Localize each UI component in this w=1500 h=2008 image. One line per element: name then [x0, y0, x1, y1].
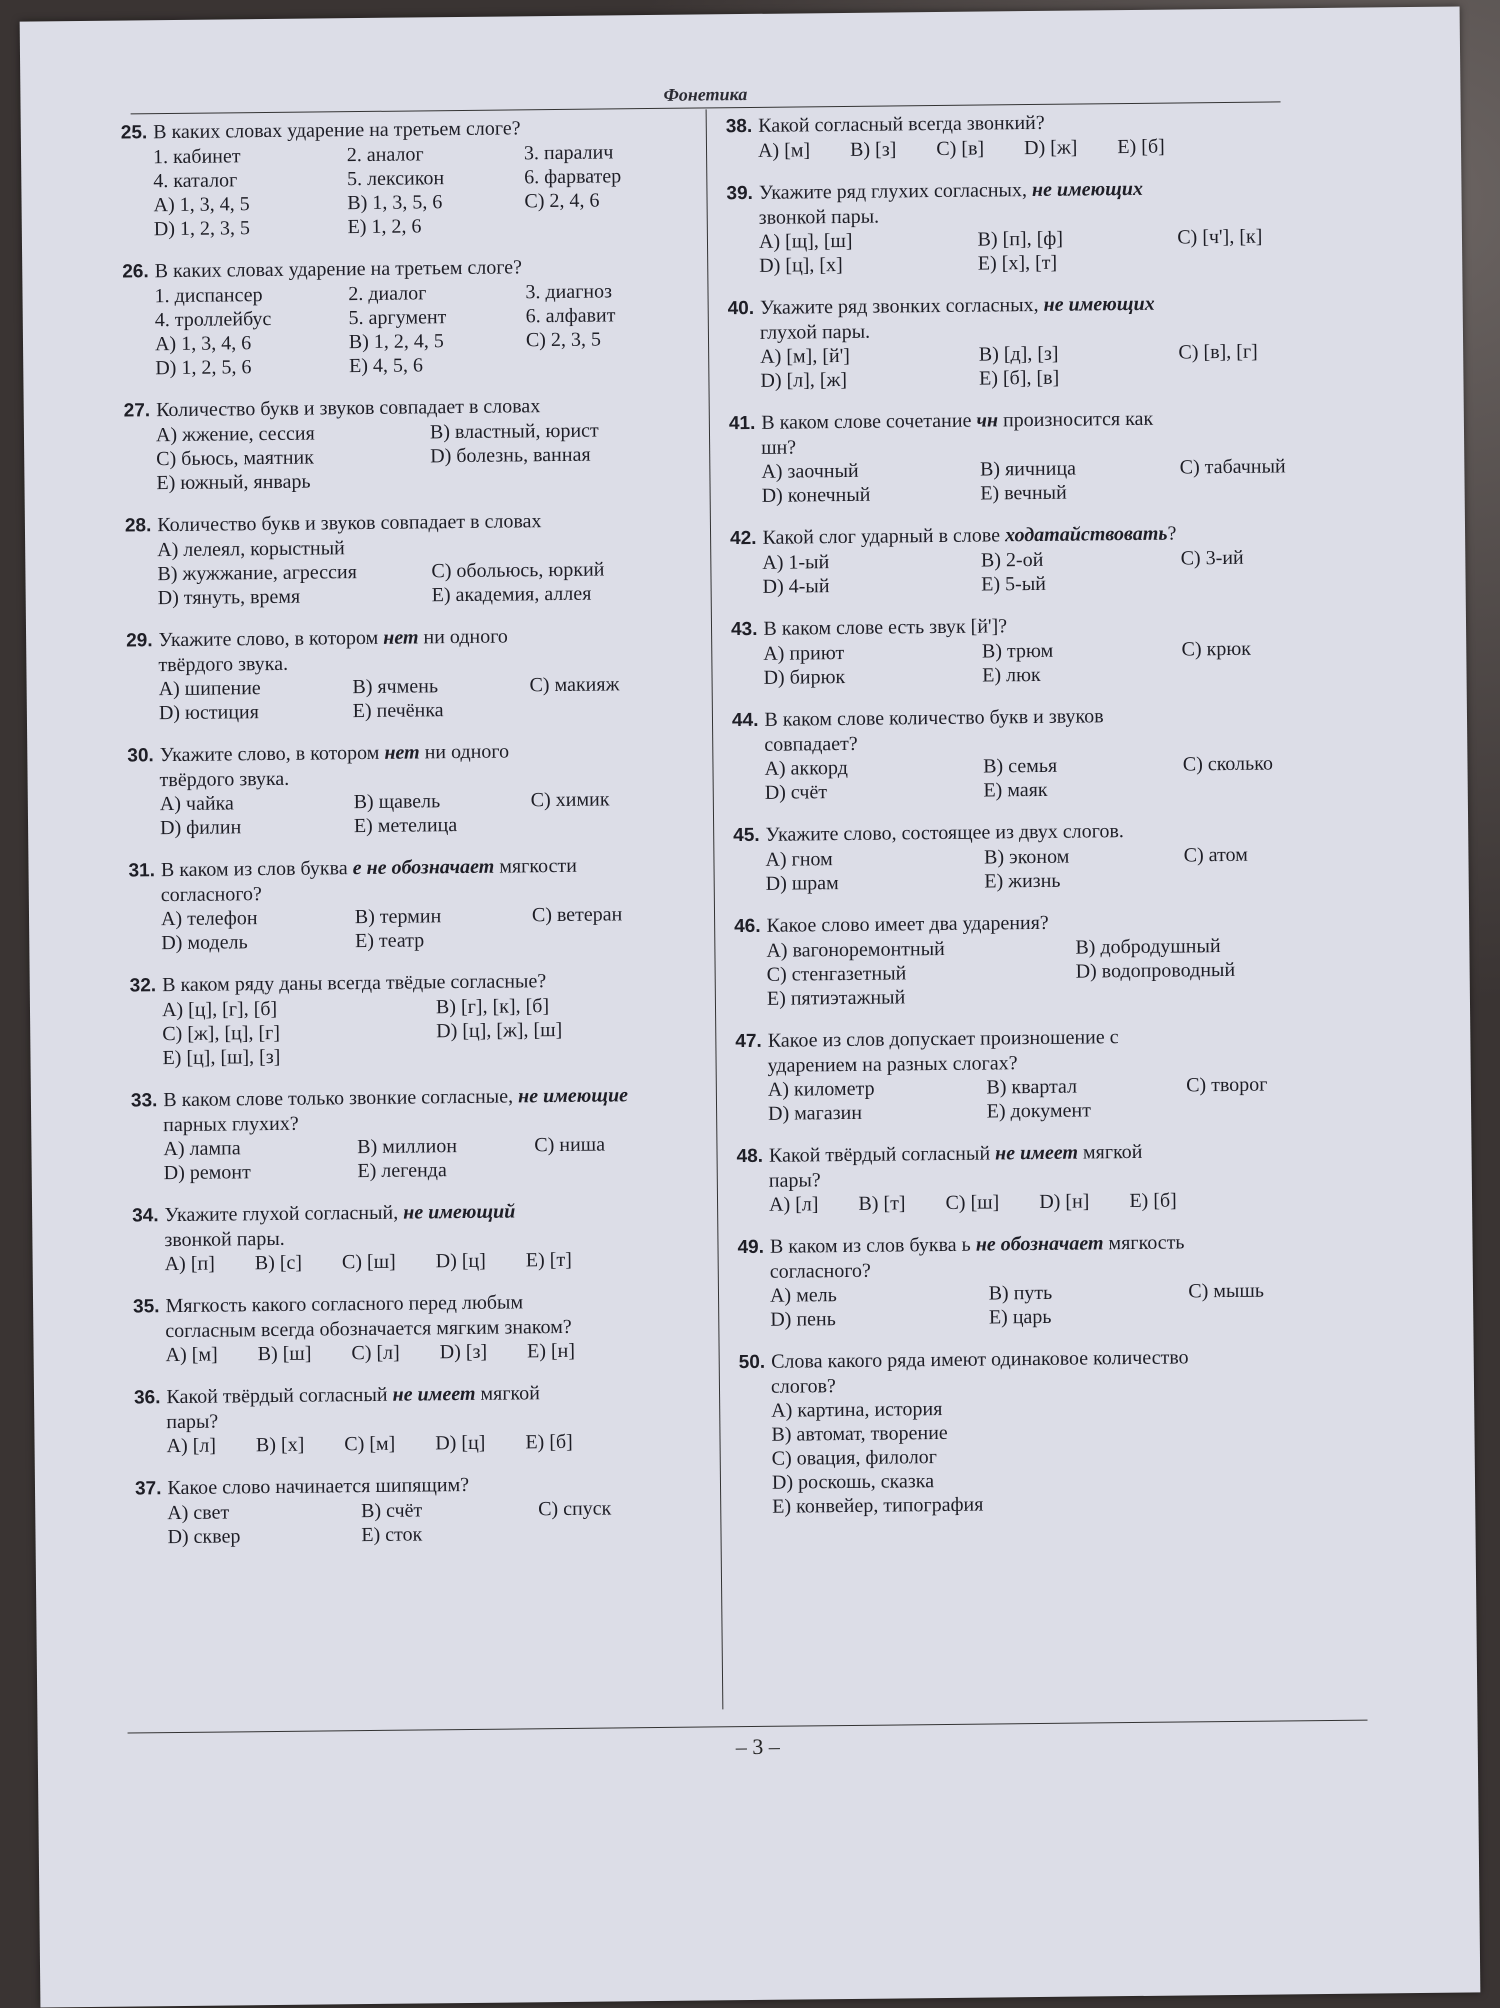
- answer-option[interactable]: A) [м]: [165, 1343, 217, 1368]
- answer-option[interactable]: B) 2-ой: [981, 547, 1171, 573]
- question-prompt: В каком из слов буква: [161, 857, 353, 881]
- answer-option[interactable]: C) [ш]: [342, 1250, 396, 1275]
- question-prompt: Укажите слово, в котором: [158, 627, 383, 651]
- answer-options: [123, 327, 693, 381]
- answer-option[interactable]: D) сквер: [167, 1523, 351, 1549]
- word-item: 6. алфавит: [526, 303, 693, 329]
- question-prompt: Укажите ряд глухих согласных,: [759, 179, 1032, 204]
- question-continuation: пары?: [737, 1162, 1377, 1193]
- answer-option[interactable]: A) 1, 3, 4, 5: [153, 191, 337, 217]
- question-emphasis: не имеющий: [403, 1200, 515, 1223]
- question-continuation: твёрдого звука.: [126, 648, 696, 678]
- word-item: 6. фарватер: [524, 164, 691, 190]
- answer-option[interactable]: A) километр: [768, 1076, 977, 1102]
- question-37: [135, 1470, 706, 1549]
- answer-option[interactable]: A) приют: [763, 640, 972, 666]
- answer-option[interactable]: E) царь: [989, 1304, 1179, 1330]
- question-emphasis: не обозначает: [976, 1232, 1104, 1255]
- question-continuation: звонкой пары.: [132, 1223, 702, 1253]
- answer-option[interactable]: C) макияж: [529, 672, 696, 698]
- question-prompt: Укажите слово, в котором: [160, 742, 385, 766]
- answer-option[interactable]: D) [л], [ж]: [760, 367, 969, 393]
- answer-options: [730, 544, 1370, 599]
- question-continuation: согласным всегда обозначается мягким знаком?: [133, 1314, 703, 1344]
- answer-option[interactable]: D) [н]: [1039, 1189, 1089, 1214]
- answer-option[interactable]: C) табачный: [1180, 453, 1370, 479]
- question-number: 35.: [133, 1296, 160, 1317]
- question-46: [734, 907, 1375, 1011]
- answer-option[interactable]: E) 5-ый: [981, 571, 1171, 597]
- question-50: [739, 1343, 1381, 1519]
- answer-option[interactable]: D) [ц]: [435, 1431, 485, 1456]
- question-39: [726, 175, 1367, 279]
- question-emphasis: чн: [976, 409, 998, 431]
- answer-option[interactable]: D) [ж]: [1024, 136, 1077, 161]
- answer-option[interactable]: B) путь: [989, 1280, 1179, 1306]
- question-continuation: твёрдого звука.: [127, 763, 697, 793]
- word-list: [121, 140, 691, 194]
- answer-option[interactable]: D) филин: [160, 814, 344, 840]
- answer-option[interactable]: E) [б], [в]: [979, 365, 1169, 391]
- question-36: [134, 1380, 705, 1459]
- question-number: 33.: [131, 1090, 158, 1111]
- question-number: 48.: [736, 1146, 763, 1167]
- answer-option[interactable]: C) [л]: [351, 1341, 400, 1366]
- answer-option[interactable]: C) 2, 4, 6: [524, 188, 691, 214]
- question-prompt: Количество букв и звуков совпадает в словах: [156, 395, 540, 421]
- answer-options: [131, 1132, 701, 1186]
- answer-option[interactable]: C) мышь: [1188, 1277, 1378, 1303]
- answer-option[interactable]: C) крюк: [1181, 635, 1371, 661]
- answer-option[interactable]: E) [х], [т]: [978, 250, 1168, 276]
- answer-option[interactable]: B) [п], [ф]: [977, 226, 1167, 252]
- question-prompt-tail: ?: [1167, 523, 1176, 545]
- question-number: 28.: [125, 515, 152, 536]
- question-43: [731, 610, 1372, 690]
- question-prompt: В каком слове сочетание: [761, 410, 976, 434]
- question-prompt: Слова какого ряда имеют одинаковое количество: [771, 1346, 1189, 1372]
- answer-options: [727, 223, 1367, 278]
- word-item: 1. кабинет: [153, 143, 337, 169]
- answer-option[interactable]: E) печёнка: [353, 697, 520, 723]
- answer-option[interactable]: B) автомат, творение: [771, 1416, 1379, 1446]
- answer-option[interactable]: C) [в], [г]: [1178, 338, 1368, 364]
- question-prompt-tail: мягкости: [494, 855, 577, 878]
- answer-options: [134, 1429, 704, 1459]
- question-number: 32.: [130, 975, 157, 996]
- answer-option[interactable]: A) 1, 3, 4, 6: [155, 330, 339, 356]
- question-number: 41.: [729, 413, 756, 434]
- answer-option[interactable]: E) южный, январь: [156, 468, 420, 495]
- answer-option[interactable]: D) тянуть, время: [158, 583, 422, 610]
- answer-option[interactable]: B) миллион: [357, 1133, 524, 1159]
- question-47: [735, 1022, 1376, 1126]
- question-32: [130, 968, 701, 1071]
- answer-option[interactable]: D) бирюк: [763, 664, 972, 690]
- answer-options: [739, 1392, 1380, 1519]
- question-continuation: пары?: [134, 1405, 704, 1435]
- word-list: [122, 279, 692, 333]
- answer-option[interactable]: C) ветеран: [532, 902, 699, 928]
- answer-option[interactable]: D) модель: [161, 929, 345, 955]
- question-continuation: глухой пары.: [728, 314, 1368, 345]
- question-continuation: совпадает?: [732, 726, 1372, 757]
- answer-option[interactable]: A) [л]: [166, 1434, 216, 1459]
- answer-option[interactable]: B) [т]: [858, 1191, 905, 1215]
- question-number: 31.: [128, 860, 155, 881]
- question-number: 49.: [737, 1237, 764, 1258]
- question-prompt: В каком из слов буква ь: [770, 1234, 976, 1258]
- question-42: [730, 519, 1371, 599]
- question-number: 27.: [124, 400, 151, 421]
- question-number: 47.: [735, 1031, 762, 1052]
- answer-option[interactable]: D) [ц], [ж], [ш]: [436, 1017, 700, 1044]
- answer-option[interactable]: B) счёт: [361, 1497, 528, 1523]
- answer-option[interactable]: D) 4-ый: [762, 573, 971, 599]
- question-prompt-tail: мягкой: [475, 1382, 540, 1405]
- answer-option[interactable]: B) [з]: [850, 137, 896, 161]
- answer-option[interactable]: E) театр: [355, 927, 522, 953]
- question-continuation: слогов?: [739, 1368, 1379, 1399]
- answer-option[interactable]: E) метелица: [354, 812, 521, 838]
- answer-option[interactable]: C) [ш]: [945, 1190, 999, 1215]
- answer-option[interactable]: E) жизнь: [984, 868, 1174, 894]
- question-prompt-tail: мягкой: [1078, 1141, 1143, 1164]
- question-prompt-tail: мягкость: [1103, 1231, 1184, 1254]
- question-continuation: ударением на разных слогах?: [735, 1047, 1375, 1078]
- question-emphasis: ходатайствовать: [1005, 523, 1168, 547]
- answer-option[interactable]: B) [х]: [256, 1433, 305, 1458]
- question-49: [737, 1228, 1378, 1332]
- answer-option[interactable]: E) конвейер, типография: [772, 1488, 1380, 1518]
- question-prompt: Мягкость какого согласного перед любым: [165, 1291, 523, 1317]
- question-number: 26.: [122, 261, 149, 282]
- answer-option[interactable]: B) жужжание, агрессия: [157, 559, 421, 586]
- answer-option[interactable]: B) яичница: [980, 456, 1170, 482]
- question-continuation: шн?: [729, 429, 1369, 460]
- answer-option[interactable]: A) жжение, сессия: [156, 420, 420, 447]
- answer-option[interactable]: D) болезнь, ванная: [430, 442, 694, 469]
- answer-option[interactable]: A) картина, история: [771, 1392, 1379, 1422]
- question-continuation: согласного?: [738, 1253, 1378, 1284]
- question-prompt: В каком слове есть звук [й']?: [763, 615, 1007, 640]
- question-continuation: парных глухих?: [131, 1108, 701, 1138]
- answer-options: [728, 338, 1368, 393]
- answer-option[interactable]: C) химик: [531, 787, 698, 813]
- answer-option[interactable]: C) [в]: [936, 137, 984, 161]
- question-prompt: Укажите слово, состоящее из двух слогов.: [766, 820, 1124, 846]
- answer-options: [127, 672, 697, 726]
- answer-option[interactable]: C) [ж], [ц], [г]: [162, 1019, 426, 1046]
- question-number: 50.: [739, 1352, 766, 1373]
- answer-option[interactable]: A) [щ], [ш]: [759, 228, 968, 254]
- page-number: – 3 –: [38, 1726, 1478, 1767]
- answer-option[interactable]: B) трюм: [982, 638, 1172, 664]
- answer-option[interactable]: A) шипение: [159, 675, 343, 701]
- question-number: 45.: [733, 825, 760, 846]
- answer-option[interactable]: E) документ: [987, 1098, 1177, 1124]
- answer-options: [130, 993, 701, 1071]
- question-continuation: звонкой пары.: [727, 199, 1367, 230]
- answer-option[interactable]: D) юстиция: [159, 699, 343, 725]
- question-30: [127, 738, 698, 841]
- answer-option[interactable]: B) 1, 2, 4, 5: [349, 328, 516, 354]
- question-prompt: В каком слове количество букв и звуков: [764, 705, 1103, 731]
- question-prompt: Укажите ряд звонких согласных,: [760, 294, 1044, 319]
- answer-option[interactable]: A) заочный: [761, 458, 970, 484]
- question-number: 30.: [127, 745, 154, 766]
- answer-option[interactable]: D) [ц], [х]: [759, 252, 968, 278]
- word-item: 2. диалог: [348, 280, 515, 306]
- question-29: [126, 623, 697, 726]
- question-41: [729, 404, 1370, 508]
- question-28: [125, 508, 696, 611]
- answer-option[interactable]: A) свет: [167, 1499, 351, 1525]
- question-prompt-tail: произносится как: [998, 408, 1153, 432]
- answer-option[interactable]: E) [б]: [525, 1430, 573, 1454]
- answer-option[interactable]: E) пятиэтажный: [767, 984, 1066, 1011]
- question-emphasis: е не обозначает: [353, 856, 495, 879]
- answer-option[interactable]: A) 1-ый: [762, 549, 971, 575]
- question-45: [733, 816, 1374, 896]
- answer-options: [125, 533, 696, 611]
- question-26: [122, 254, 693, 381]
- answer-option[interactable]: A) телефон: [161, 905, 345, 931]
- question-number: 42.: [730, 528, 757, 549]
- question-prompt: В каких словах ударение на третьем слоге?: [155, 256, 523, 282]
- question-number: 43.: [731, 619, 758, 640]
- question-prompt: Какой твёрдый согласный: [769, 1142, 995, 1166]
- answer-option[interactable]: E) 1, 2, 6: [347, 213, 514, 239]
- answer-option[interactable]: E) [н]: [527, 1339, 575, 1364]
- answer-option[interactable]: D) магазин: [768, 1100, 977, 1126]
- answer-option[interactable]: E) вечный: [980, 480, 1170, 506]
- answer-option[interactable]: E) легенда: [357, 1157, 524, 1183]
- answer-option[interactable]: E) маяк: [983, 777, 1173, 803]
- answer-option[interactable]: A) гном: [765, 846, 974, 872]
- answer-option[interactable]: D) водопроводный: [1076, 956, 1375, 983]
- question-number: 38.: [726, 116, 753, 137]
- question-number: 44.: [732, 710, 759, 731]
- answer-option[interactable]: B) квартал: [986, 1074, 1176, 1100]
- answer-option[interactable]: B) [д], [з]: [979, 341, 1169, 367]
- answer-option[interactable]: B) семья: [983, 753, 1173, 779]
- answer-option[interactable]: A) [ц], [г], [б]: [162, 995, 426, 1022]
- question-prompt: В каких словах ударение на третьем слоге?: [153, 117, 521, 143]
- question-33: [131, 1083, 702, 1186]
- question-27: [124, 393, 695, 496]
- answer-option[interactable]: D) [з]: [440, 1340, 488, 1364]
- answer-option[interactable]: D) роскошь, сказка: [772, 1464, 1380, 1494]
- answer-option[interactable]: C) 2, 3, 5: [526, 327, 693, 353]
- word-item: 3. диагноз: [525, 279, 692, 305]
- word-item: 1. диспансер: [154, 282, 338, 308]
- answer-options: [121, 188, 691, 242]
- answer-option[interactable]: D) [ц]: [436, 1249, 486, 1274]
- answer-option[interactable]: A) лелеял, корыстный: [157, 535, 421, 562]
- answer-option[interactable]: A) [м], [й']: [760, 343, 969, 369]
- answer-option[interactable]: C) атом: [1184, 841, 1374, 867]
- answer-options: [729, 453, 1369, 508]
- question-prompt: Какой согласный всегда звонкий?: [758, 112, 1045, 137]
- answer-option[interactable]: B) [г], [к], [б]: [436, 993, 700, 1020]
- answer-option[interactable]: A) лампа: [163, 1135, 347, 1161]
- answer-option[interactable]: B) щавель: [354, 788, 521, 814]
- question-prompt: Какой твёрдый согласный: [166, 1384, 392, 1408]
- answer-option[interactable]: C) бьюсь, маятник: [156, 444, 420, 471]
- question-40: [728, 289, 1369, 393]
- answer-options: [129, 902, 699, 956]
- answer-option[interactable]: A) чайка: [160, 790, 344, 816]
- question-prompt-tail: ни одного: [420, 741, 510, 764]
- question-38: [726, 108, 1366, 164]
- answer-option[interactable]: B) [ш]: [258, 1342, 312, 1367]
- question-25: [121, 115, 692, 242]
- word-item: 3. паралич: [524, 140, 691, 166]
- answer-options: [124, 418, 695, 496]
- right-column: [726, 108, 1381, 1538]
- answer-option[interactable]: A) [п]: [165, 1252, 215, 1277]
- answer-options: [128, 787, 698, 841]
- column-divider: [706, 109, 724, 1709]
- question-emphasis: не имеет: [392, 1383, 475, 1406]
- answer-option[interactable]: D) ремонт: [164, 1159, 348, 1185]
- page-header: Фонетика: [130, 78, 1280, 114]
- question-number: 40.: [728, 298, 755, 319]
- question-emphasis: нет: [384, 741, 420, 763]
- answer-option[interactable]: D) конечный: [762, 482, 971, 508]
- answer-option[interactable]: [431, 533, 695, 560]
- word-item: 4. каталог: [153, 167, 337, 193]
- answer-option[interactable]: A) вагоноремонтный: [766, 936, 1065, 963]
- question-number: 29.: [126, 630, 153, 651]
- question-continuation: согласного?: [129, 878, 699, 908]
- answer-option[interactable]: B) 1, 3, 5, 6: [347, 189, 514, 215]
- answer-option[interactable]: D) счёт: [765, 779, 974, 805]
- answer-option[interactable]: C) [ч'], [к]: [1177, 223, 1367, 249]
- answer-option[interactable]: B) термин: [355, 903, 522, 929]
- answer-option[interactable]: B) [с]: [255, 1251, 302, 1275]
- test-page: [20, 7, 1481, 2008]
- answer-options: [738, 1277, 1378, 1332]
- question-emphasis: не имеет: [995, 1142, 1078, 1165]
- question-prompt: Какое слово начинается шипящим?: [167, 1474, 469, 1499]
- answer-option[interactable]: B) властный, юрист: [430, 418, 694, 445]
- question-emphasis: нет: [383, 626, 419, 648]
- answer-option[interactable]: B) ячмень: [352, 673, 519, 699]
- answer-option[interactable]: E) [ц], [ш], [з]: [162, 1043, 426, 1070]
- answer-option[interactable]: C) творог: [1186, 1071, 1376, 1097]
- answer-options: [736, 1071, 1376, 1126]
- question-number: 25.: [121, 122, 148, 143]
- answer-options: [732, 750, 1372, 805]
- question-number: 39.: [726, 183, 753, 204]
- answer-option[interactable]: D) шрам: [766, 870, 975, 896]
- question-prompt: Какое из слов допускает произношение с: [768, 1026, 1119, 1052]
- answer-option[interactable]: E) [б]: [1129, 1189, 1177, 1213]
- question-emphasis: не имеющих: [1043, 293, 1154, 316]
- question-emphasis: не имеющих: [1032, 178, 1143, 201]
- answer-option[interactable]: E) [т]: [526, 1248, 572, 1272]
- answer-option[interactable]: C) ниша: [534, 1132, 701, 1158]
- answer-option[interactable]: D) пень: [770, 1306, 979, 1332]
- answer-option[interactable]: A) [л]: [769, 1192, 819, 1217]
- answer-option[interactable]: C) стенгазетный: [767, 960, 1066, 987]
- answer-options: [734, 932, 1375, 1011]
- question-35: [133, 1289, 704, 1368]
- question-34: [132, 1198, 703, 1277]
- question-48: [736, 1137, 1377, 1217]
- word-item: 4. троллейбус: [155, 306, 339, 332]
- question-prompt: Укажите глухой согласный,: [164, 1202, 403, 1226]
- word-item: 2. аналог: [347, 141, 514, 167]
- left-column: [121, 115, 706, 1568]
- answer-option[interactable]: C) 3-ий: [1181, 544, 1371, 570]
- question-prompt: Количество букв и звуков совпадает в словах: [157, 510, 541, 536]
- answer-option[interactable]: E) [б]: [1117, 135, 1165, 159]
- answer-option[interactable]: A) [м]: [758, 138, 810, 163]
- answer-option[interactable]: C) [м]: [344, 1432, 395, 1457]
- answer-option[interactable]: E) 4, 5, 6: [349, 352, 516, 378]
- question-prompt-tail: ни одного: [418, 626, 508, 649]
- question-number: 34.: [132, 1205, 159, 1226]
- answer-option[interactable]: D) 1, 2, 5, 6: [155, 354, 339, 380]
- answer-options: [733, 841, 1373, 896]
- answer-option[interactable]: B) эконом: [984, 844, 1174, 870]
- answer-option[interactable]: E) люк: [982, 662, 1172, 688]
- answer-option[interactable]: E) сток: [361, 1521, 528, 1547]
- answer-option[interactable]: A) мель: [770, 1282, 979, 1308]
- answer-option[interactable]: C) сколько: [1183, 750, 1373, 776]
- word-item: 5. лексикон: [347, 165, 514, 191]
- answer-options: [731, 635, 1371, 690]
- word-item: 5. аргумент: [348, 304, 515, 330]
- answer-option[interactable]: C) овация, филолог: [772, 1440, 1380, 1470]
- answer-options: [135, 1495, 705, 1549]
- question-44: [732, 701, 1373, 805]
- question-31: [128, 853, 699, 956]
- question-prompt: Какой слог ударный в слове: [762, 524, 1005, 549]
- question-number: 36.: [134, 1387, 161, 1408]
- question-number: 46.: [734, 916, 761, 937]
- question-prompt: В каком ряду даны всегда твёдые согласные?: [162, 970, 546, 996]
- question-prompt: Какое слово имеет два ударения?: [766, 912, 1048, 937]
- question-prompt: В каком слове только звонкие согласные,: [163, 1085, 518, 1111]
- answer-option[interactable]: C) спуск: [538, 1495, 705, 1521]
- answer-option[interactable]: D) 1, 2, 3, 5: [154, 215, 338, 241]
- answer-option[interactable]: E) академия, аллея: [432, 581, 696, 608]
- answer-option[interactable]: C) обольюсь, юркий: [431, 557, 695, 584]
- answer-option[interactable]: B) добродушный: [1075, 932, 1374, 959]
- answer-option[interactable]: A) аккорд: [764, 755, 973, 781]
- question-number: 37.: [135, 1478, 162, 1499]
- question-emphasis: не имеющие: [518, 1084, 628, 1107]
